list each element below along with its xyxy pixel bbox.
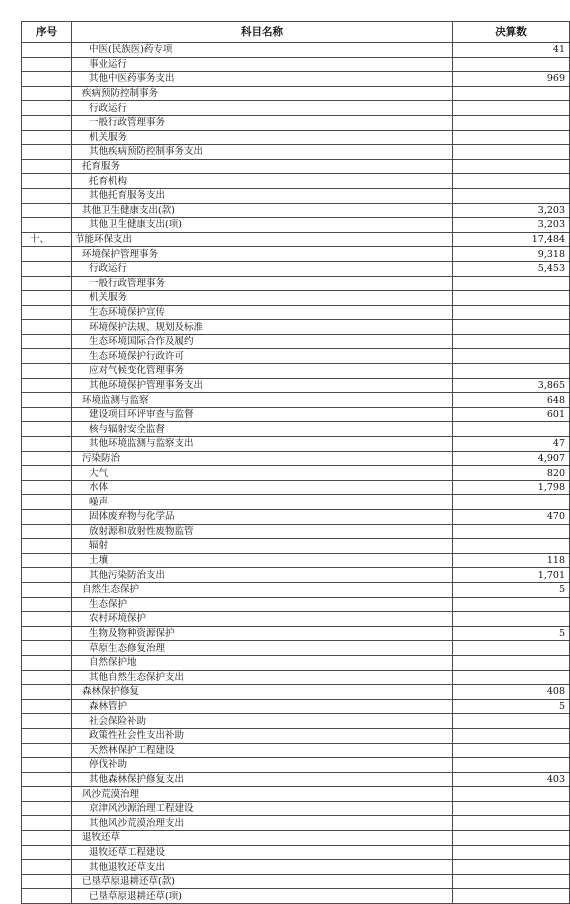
row-item-name: 社会保险补助 <box>72 714 453 729</box>
row-amount <box>453 305 570 320</box>
table-row <box>22 305 570 320</box>
row-seq-cell <box>22 159 72 174</box>
row-item-name: 环境保护法规、规划及标准 <box>72 320 453 335</box>
table-row <box>22 115 570 130</box>
row-item-name: 建设项目环评审查与监督 <box>72 407 453 422</box>
row-amount: 4,907 <box>453 451 570 466</box>
table-row <box>22 159 570 174</box>
row-amount <box>453 86 570 101</box>
row-item-name: 其他中医药事务支出 <box>72 72 453 87</box>
table-row <box>22 320 570 335</box>
row-seq-cell <box>22 203 72 218</box>
row-item-name: 疾病预防控制事务 <box>72 86 453 101</box>
row-amount: 648 <box>453 393 570 408</box>
row-item-name: 其他自然生态保护支出 <box>72 670 453 685</box>
table-row <box>22 480 570 495</box>
row-item-name: 其他环境监测与监察支出 <box>72 437 453 452</box>
row-amount <box>453 889 570 904</box>
row-amount: 3,203 <box>453 218 570 233</box>
row-amount: 9,318 <box>453 247 570 262</box>
row-seq-cell <box>22 772 72 787</box>
row-seq-cell <box>22 86 72 101</box>
row-amount: 5 <box>453 626 570 641</box>
row-seq-cell <box>22 218 72 233</box>
header-row <box>22 22 570 43</box>
row-amount <box>453 291 570 306</box>
row-amount <box>453 743 570 758</box>
row-amount: 820 <box>453 466 570 481</box>
row-amount: 118 <box>453 553 570 568</box>
row-item-name: 政策性社会性支出补助 <box>72 728 453 743</box>
row-item-name: 生态环境保护宣传 <box>72 305 453 320</box>
row-seq-cell <box>22 480 72 495</box>
table-row <box>22 247 570 262</box>
row-seq-cell <box>22 685 72 700</box>
row-amount <box>453 364 570 379</box>
row-seq-cell: 十、 <box>22 232 72 247</box>
row-seq-cell <box>22 247 72 262</box>
row-amount: 3,203 <box>453 203 570 218</box>
table-row <box>22 437 570 452</box>
row-seq-cell <box>22 787 72 802</box>
header-item-name: 科目名称 <box>72 22 453 43</box>
table-row <box>22 772 570 787</box>
table-row <box>22 291 570 306</box>
header-amount: 决算数 <box>453 22 570 43</box>
table-row <box>22 626 570 641</box>
row-amount: 5 <box>453 699 570 714</box>
table-row <box>22 787 570 802</box>
row-seq-cell <box>22 451 72 466</box>
row-item-name: 环境保护管理事务 <box>72 247 453 262</box>
table-row <box>22 57 570 72</box>
row-item-name: 森林管护 <box>72 699 453 714</box>
row-item-name: 核与辐射安全监督 <box>72 422 453 437</box>
row-amount: 601 <box>453 407 570 422</box>
row-amount <box>453 115 570 130</box>
table-row <box>22 743 570 758</box>
row-item-name: 固体废弃物与化学品 <box>72 510 453 525</box>
table-row <box>22 874 570 889</box>
budget-table <box>21 21 570 904</box>
row-item-name: 生态环境国际合作及履约 <box>72 334 453 349</box>
table-row <box>22 714 570 729</box>
table-row <box>22 553 570 568</box>
table-row <box>22 174 570 189</box>
row-amount: 47 <box>453 437 570 452</box>
row-item-name: 一般行政管理事务 <box>72 276 453 291</box>
row-seq-cell <box>22 495 72 510</box>
row-item-name: 天然林保护工程建设 <box>72 743 453 758</box>
row-item-name: 停伐补助 <box>72 758 453 773</box>
row-amount: 969 <box>453 72 570 87</box>
row-item-name: 已垦草原退耕还草(款) <box>72 874 453 889</box>
row-seq-cell <box>22 364 72 379</box>
row-amount <box>453 101 570 116</box>
table-row <box>22 203 570 218</box>
row-item-name: 生物及物种资源保护 <box>72 626 453 641</box>
table-row <box>22 539 570 554</box>
table-row <box>22 276 570 291</box>
row-seq-cell <box>22 874 72 889</box>
row-amount <box>453 801 570 816</box>
row-item-name: 托育服务 <box>72 159 453 174</box>
table-row <box>22 393 570 408</box>
row-item-name: 机关服务 <box>72 130 453 145</box>
row-seq-cell <box>22 845 72 860</box>
row-seq-cell <box>22 728 72 743</box>
table-row <box>22 407 570 422</box>
table-row <box>22 334 570 349</box>
table-row <box>22 101 570 116</box>
row-seq-cell <box>22 393 72 408</box>
row-seq-cell <box>22 641 72 656</box>
row-amount <box>453 334 570 349</box>
table-row <box>22 43 570 58</box>
row-seq-cell <box>22 655 72 670</box>
row-seq-cell <box>22 553 72 568</box>
row-item-name: 环境监测与监察 <box>72 393 453 408</box>
row-amount <box>453 276 570 291</box>
row-seq-cell <box>22 43 72 58</box>
table-row <box>22 364 570 379</box>
row-seq-cell <box>22 714 72 729</box>
row-amount <box>453 320 570 335</box>
row-seq-cell <box>22 743 72 758</box>
row-seq-cell <box>22 130 72 145</box>
row-item-name: 托育机构 <box>72 174 453 189</box>
table-row <box>22 670 570 685</box>
row-item-name: 其他疾病预防控制事务支出 <box>72 145 453 160</box>
row-item-name: 其他卫生健康支出(项) <box>72 218 453 233</box>
row-item-name: 放射源和放射性废物监管 <box>72 524 453 539</box>
row-seq-cell <box>22 816 72 831</box>
row-seq-cell <box>22 582 72 597</box>
row-item-name: 其他环境保护管理事务支出 <box>72 378 453 393</box>
row-item-name: 行政运行 <box>72 261 453 276</box>
row-seq-cell <box>22 422 72 437</box>
row-amount <box>453 816 570 831</box>
row-seq-cell <box>22 597 72 612</box>
row-amount: 17,484 <box>453 232 570 247</box>
row-amount <box>453 57 570 72</box>
row-seq-cell <box>22 758 72 773</box>
row-item-name: 自然生态保护 <box>72 582 453 597</box>
row-amount: 403 <box>453 772 570 787</box>
table-row <box>22 612 570 627</box>
table-row <box>22 145 570 160</box>
row-seq-cell <box>22 349 72 364</box>
table-row <box>22 130 570 145</box>
row-item-name: 生态保护 <box>72 597 453 612</box>
row-amount <box>453 874 570 889</box>
row-seq-cell <box>22 261 72 276</box>
row-amount: 1,798 <box>453 480 570 495</box>
table-header <box>22 22 570 43</box>
table-row <box>22 72 570 87</box>
header-seq: 序号 <box>22 22 72 43</box>
row-seq-cell <box>22 305 72 320</box>
row-seq-cell <box>22 188 72 203</box>
row-amount: 470 <box>453 510 570 525</box>
row-amount <box>453 524 570 539</box>
row-seq-cell <box>22 568 72 583</box>
row-seq-cell <box>22 291 72 306</box>
row-item-name: 草原生态修复治理 <box>72 641 453 656</box>
row-amount <box>453 831 570 846</box>
row-item-name: 其他森林保护修复支出 <box>72 772 453 787</box>
row-amount <box>453 597 570 612</box>
row-seq-cell <box>22 378 72 393</box>
row-item-name: 其他托育服务支出 <box>72 188 453 203</box>
table-row <box>22 889 570 904</box>
row-seq-cell <box>22 407 72 422</box>
table-row <box>22 699 570 714</box>
row-item-name: 中医(民族医)药专项 <box>72 43 453 58</box>
table-row <box>22 86 570 101</box>
table-row <box>22 495 570 510</box>
table-row <box>22 685 570 700</box>
row-item-name: 生态环境保护行政许可 <box>72 349 453 364</box>
row-seq-cell <box>22 670 72 685</box>
row-item-name: 行政运行 <box>72 101 453 116</box>
row-amount <box>453 714 570 729</box>
table-row <box>22 728 570 743</box>
row-item-name: 噪声 <box>72 495 453 510</box>
row-item-name: 一般行政管理事务 <box>72 115 453 130</box>
row-item-name: 退牧还草工程建设 <box>72 845 453 860</box>
table-row <box>22 831 570 846</box>
row-amount <box>453 495 570 510</box>
row-amount <box>453 641 570 656</box>
row-seq-cell <box>22 801 72 816</box>
row-seq-cell <box>22 539 72 554</box>
row-amount: 5,453 <box>453 261 570 276</box>
table-row <box>22 349 570 364</box>
row-item-name: 应对气候变化管理事务 <box>72 364 453 379</box>
table-row <box>22 597 570 612</box>
row-amount <box>453 422 570 437</box>
row-seq-cell <box>22 101 72 116</box>
row-amount: 5 <box>453 582 570 597</box>
row-amount: 408 <box>453 685 570 700</box>
row-seq-cell <box>22 115 72 130</box>
row-amount <box>453 728 570 743</box>
row-seq-cell <box>22 831 72 846</box>
table-row <box>22 801 570 816</box>
row-item-name: 节能环保支出 <box>72 232 453 247</box>
row-amount <box>453 174 570 189</box>
row-amount <box>453 655 570 670</box>
row-item-name: 大气 <box>72 466 453 481</box>
row-amount <box>453 845 570 860</box>
row-seq-cell <box>22 334 72 349</box>
row-item-name: 退牧还草 <box>72 831 453 846</box>
row-seq-cell <box>22 626 72 641</box>
row-seq-cell <box>22 699 72 714</box>
row-seq-cell <box>22 510 72 525</box>
row-item-name: 风沙荒漠治理 <box>72 787 453 802</box>
table-row <box>22 466 570 481</box>
table-row <box>22 451 570 466</box>
row-item-name: 污染防治 <box>72 451 453 466</box>
row-seq-cell <box>22 889 72 904</box>
row-item-name: 其他污染防治支出 <box>72 568 453 583</box>
table-body <box>22 43 570 904</box>
row-seq-cell <box>22 276 72 291</box>
row-amount <box>453 349 570 364</box>
row-seq-cell <box>22 320 72 335</box>
row-seq-cell <box>22 860 72 875</box>
row-seq-cell <box>22 72 72 87</box>
table-row <box>22 568 570 583</box>
table-row <box>22 845 570 860</box>
row-seq-cell <box>22 524 72 539</box>
row-item-name: 自然保护地 <box>72 655 453 670</box>
row-item-name: 森林保护修复 <box>72 685 453 700</box>
row-item-name: 其他风沙荒漠治理支出 <box>72 816 453 831</box>
row-item-name: 水体 <box>72 480 453 495</box>
row-amount: 3,865 <box>453 378 570 393</box>
row-amount <box>453 787 570 802</box>
row-amount <box>453 860 570 875</box>
table-row <box>22 232 570 247</box>
row-item-name: 京津风沙源治理工程建设 <box>72 801 453 816</box>
row-amount <box>453 188 570 203</box>
table-row <box>22 218 570 233</box>
table-row <box>22 641 570 656</box>
table-row <box>22 524 570 539</box>
row-item-name: 其他退牧还草支出 <box>72 860 453 875</box>
row-amount <box>453 145 570 160</box>
row-amount: 1,701 <box>453 568 570 583</box>
row-item-name: 农村环境保护 <box>72 612 453 627</box>
row-amount <box>453 539 570 554</box>
row-amount <box>453 159 570 174</box>
table-row <box>22 758 570 773</box>
row-item-name: 其他卫生健康支出(款) <box>72 203 453 218</box>
table-row <box>22 378 570 393</box>
table-row <box>22 860 570 875</box>
table-row <box>22 655 570 670</box>
row-item-name: 土壤 <box>72 553 453 568</box>
row-seq-cell <box>22 437 72 452</box>
table-row <box>22 422 570 437</box>
row-amount: 41 <box>453 43 570 58</box>
table-row <box>22 261 570 276</box>
row-amount <box>453 130 570 145</box>
row-amount <box>453 758 570 773</box>
row-amount <box>453 670 570 685</box>
row-item-name: 机关服务 <box>72 291 453 306</box>
row-seq-cell <box>22 57 72 72</box>
row-seq-cell <box>22 466 72 481</box>
row-seq-cell <box>22 612 72 627</box>
row-item-name: 已垦草原退耕还草(项) <box>72 889 453 904</box>
row-item-name: 事业运行 <box>72 57 453 72</box>
row-item-name: 辐射 <box>72 539 453 554</box>
row-amount <box>453 612 570 627</box>
table-row <box>22 582 570 597</box>
row-seq-cell <box>22 145 72 160</box>
row-seq-cell <box>22 174 72 189</box>
table-row <box>22 188 570 203</box>
table-row <box>22 510 570 525</box>
table-row <box>22 816 570 831</box>
